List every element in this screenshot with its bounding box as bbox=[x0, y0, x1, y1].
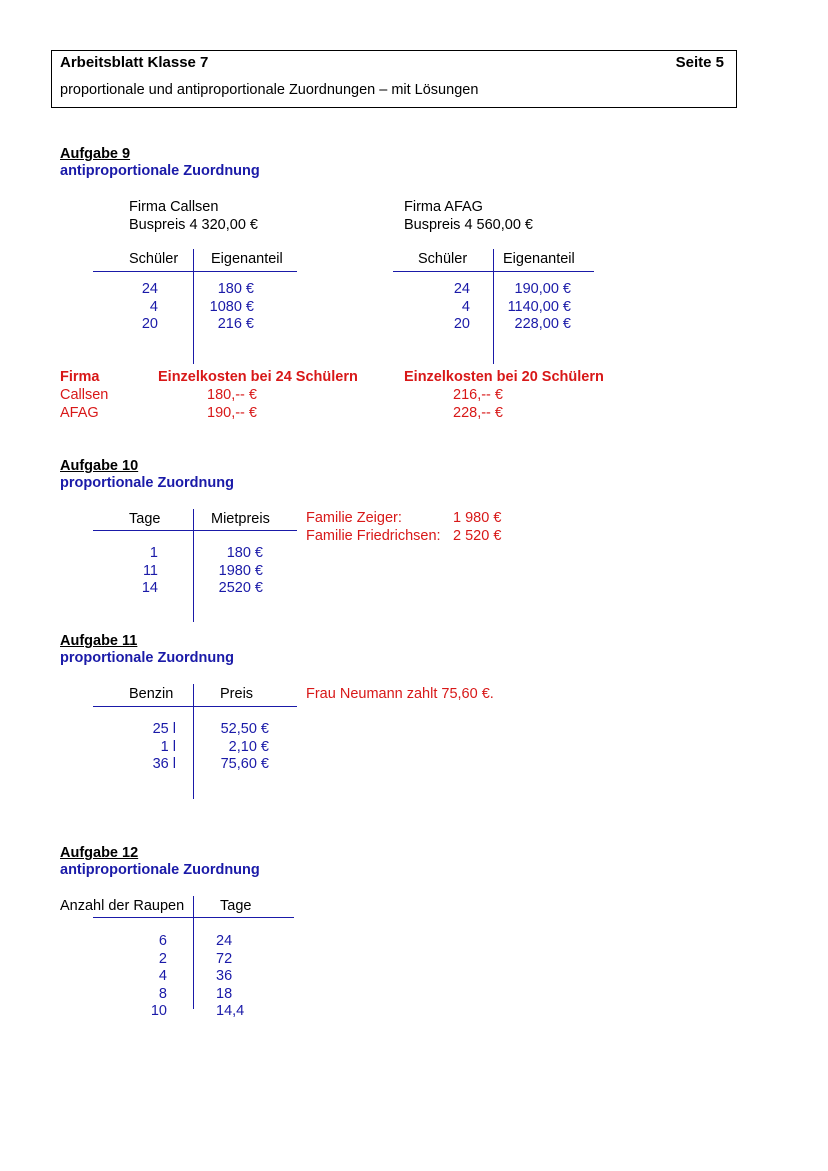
task-9-left-col1-values bbox=[120, 281, 158, 334]
worksheet-title: Arbeitsblatt Klasse 7 bbox=[60, 54, 209, 71]
task-9-right-vline bbox=[493, 249, 494, 364]
task-9-result-cost20-1: 216,-- € bbox=[453, 387, 503, 403]
table-cell: 10 bbox=[150, 1003, 167, 1019]
table-cell: 2520 € bbox=[218, 580, 263, 596]
task-12-type: antiproportionale Zuordnung bbox=[60, 862, 260, 878]
task-9-left-col2: Eigenanteil bbox=[211, 251, 283, 267]
table-cell: 14,4 bbox=[216, 1003, 245, 1019]
task-10-col1: Tage bbox=[129, 511, 161, 527]
task-10-answer-2-label: Familie Friedrichsen: bbox=[306, 528, 441, 544]
task-10-hline bbox=[93, 530, 297, 531]
task-11-col1-values bbox=[120, 721, 176, 774]
table-cell: 72 bbox=[216, 950, 233, 967]
task-9-result-firm-1: Callsen bbox=[60, 387, 109, 403]
task-9-right-col1: Schüler bbox=[418, 251, 468, 267]
table-cell: 228,00 € bbox=[514, 316, 571, 332]
table-cell: 24 bbox=[141, 281, 158, 297]
task-9-result-cost24-2: 190,-- € bbox=[207, 405, 257, 421]
task-11-vline bbox=[193, 684, 194, 799]
table-cell: 190,00 € bbox=[514, 281, 571, 297]
table-cell: 75,60 € bbox=[220, 756, 269, 772]
task-12-col2-values bbox=[216, 933, 276, 1021]
table-cell: 2,10 € bbox=[228, 738, 269, 755]
task-11-answer: Frau Neumann zahlt 75,60 €. bbox=[306, 686, 494, 702]
table-cell: 36 bbox=[216, 968, 233, 984]
task-10-answer-1-label: Familie Zeiger: bbox=[306, 510, 402, 526]
task-11-col2: Preis bbox=[220, 686, 254, 702]
table-cell: 6 bbox=[158, 933, 167, 949]
task-9-result-h3: Einzelkosten bei 20 Schülern bbox=[404, 369, 604, 385]
task-9-left-col1: Schüler bbox=[129, 251, 179, 267]
task-9-left-firm: Firma Callsen bbox=[129, 199, 219, 215]
table-cell: 24 bbox=[216, 933, 233, 949]
table-cell: 1980 € bbox=[218, 562, 263, 579]
task-9-left-col2-values bbox=[196, 281, 254, 334]
task-9-result-firm-2: AFAG bbox=[60, 405, 99, 421]
task-9-result-h2: Einzelkosten bei 24 Schülern bbox=[158, 369, 358, 385]
task-9-result-cost20-2: 228,-- € bbox=[453, 405, 503, 421]
table-cell: 1080 € bbox=[209, 298, 254, 315]
task-10-col1-values bbox=[120, 545, 158, 598]
table-cell: 4 bbox=[461, 298, 470, 315]
task-11-heading: Aufgabe 11 bbox=[60, 633, 138, 649]
task-9-right-col2: Eigenanteil bbox=[503, 251, 575, 267]
table-cell: 180 € bbox=[217, 281, 254, 297]
table-cell: 24 bbox=[453, 281, 470, 297]
table-cell: 4 bbox=[158, 968, 167, 984]
task-10-col2: Mietpreis bbox=[211, 511, 270, 527]
task-9-result-h1: Firma bbox=[60, 369, 100, 385]
task-10-type: proportionale Zuordnung bbox=[60, 475, 234, 491]
task-9-result-cost24-1: 180,-- € bbox=[207, 387, 257, 403]
table-cell: 11 bbox=[142, 562, 158, 579]
table-cell: 4 bbox=[149, 298, 158, 315]
table-cell: 18 bbox=[216, 985, 233, 1002]
table-cell: 20 bbox=[453, 316, 470, 332]
task-10-answer-1-value: 1 980 € bbox=[453, 510, 502, 526]
table-cell: 1 l bbox=[160, 738, 176, 755]
task-11-hline bbox=[93, 706, 297, 707]
task-9-left-hline bbox=[93, 271, 297, 272]
table-cell: 52,50 € bbox=[220, 721, 269, 737]
table-cell: 14 bbox=[141, 580, 158, 596]
table-cell: 1 bbox=[149, 545, 158, 561]
task-12-col1: Anzahl der Raupen bbox=[60, 898, 185, 914]
task-9-left-vline bbox=[193, 249, 194, 364]
task-11-col1: Benzin bbox=[129, 686, 174, 702]
task-9-right-price: Buspreis 4 560,00 € bbox=[404, 217, 533, 233]
task-12-vline bbox=[193, 896, 194, 1009]
task-12-col1-values bbox=[120, 933, 167, 1021]
task-12-heading: Aufgabe 12 bbox=[60, 845, 139, 861]
table-cell: 20 bbox=[141, 316, 158, 332]
task-10-col2-values bbox=[196, 545, 263, 598]
task-12-col2: Tage bbox=[220, 898, 252, 914]
worksheet-subtitle: proportionale und antiproportionale Zuordnungen – mit Lösungen bbox=[60, 82, 479, 98]
task-9-right-col1-values bbox=[430, 281, 470, 334]
task-11-col2-values bbox=[196, 721, 269, 774]
task-9-heading: Aufgabe 9 bbox=[60, 146, 131, 162]
task-9-right-firm: Firma AFAG bbox=[404, 199, 483, 215]
task-9-right-col2-values bbox=[496, 281, 571, 334]
table-cell: 180 € bbox=[226, 545, 263, 561]
task-10-vline bbox=[193, 509, 194, 622]
table-cell: 2 bbox=[158, 950, 167, 967]
table-cell: 36 l bbox=[152, 756, 176, 772]
table-cell: 1140,00 € bbox=[507, 298, 571, 315]
task-9-type: antiproportionale Zuordnung bbox=[60, 163, 260, 179]
table-cell: 25 l bbox=[152, 721, 176, 737]
task-10-heading: Aufgabe 10 bbox=[60, 458, 139, 474]
task-11-type: proportionale Zuordnung bbox=[60, 650, 234, 666]
table-cell: 216 € bbox=[217, 316, 254, 332]
task-9-left-price: Buspreis 4 320,00 € bbox=[129, 217, 258, 233]
task-10-answer-2-value: 2 520 € bbox=[453, 528, 502, 544]
page-number: Seite 5 bbox=[675, 54, 724, 71]
table-cell: 8 bbox=[158, 985, 167, 1002]
